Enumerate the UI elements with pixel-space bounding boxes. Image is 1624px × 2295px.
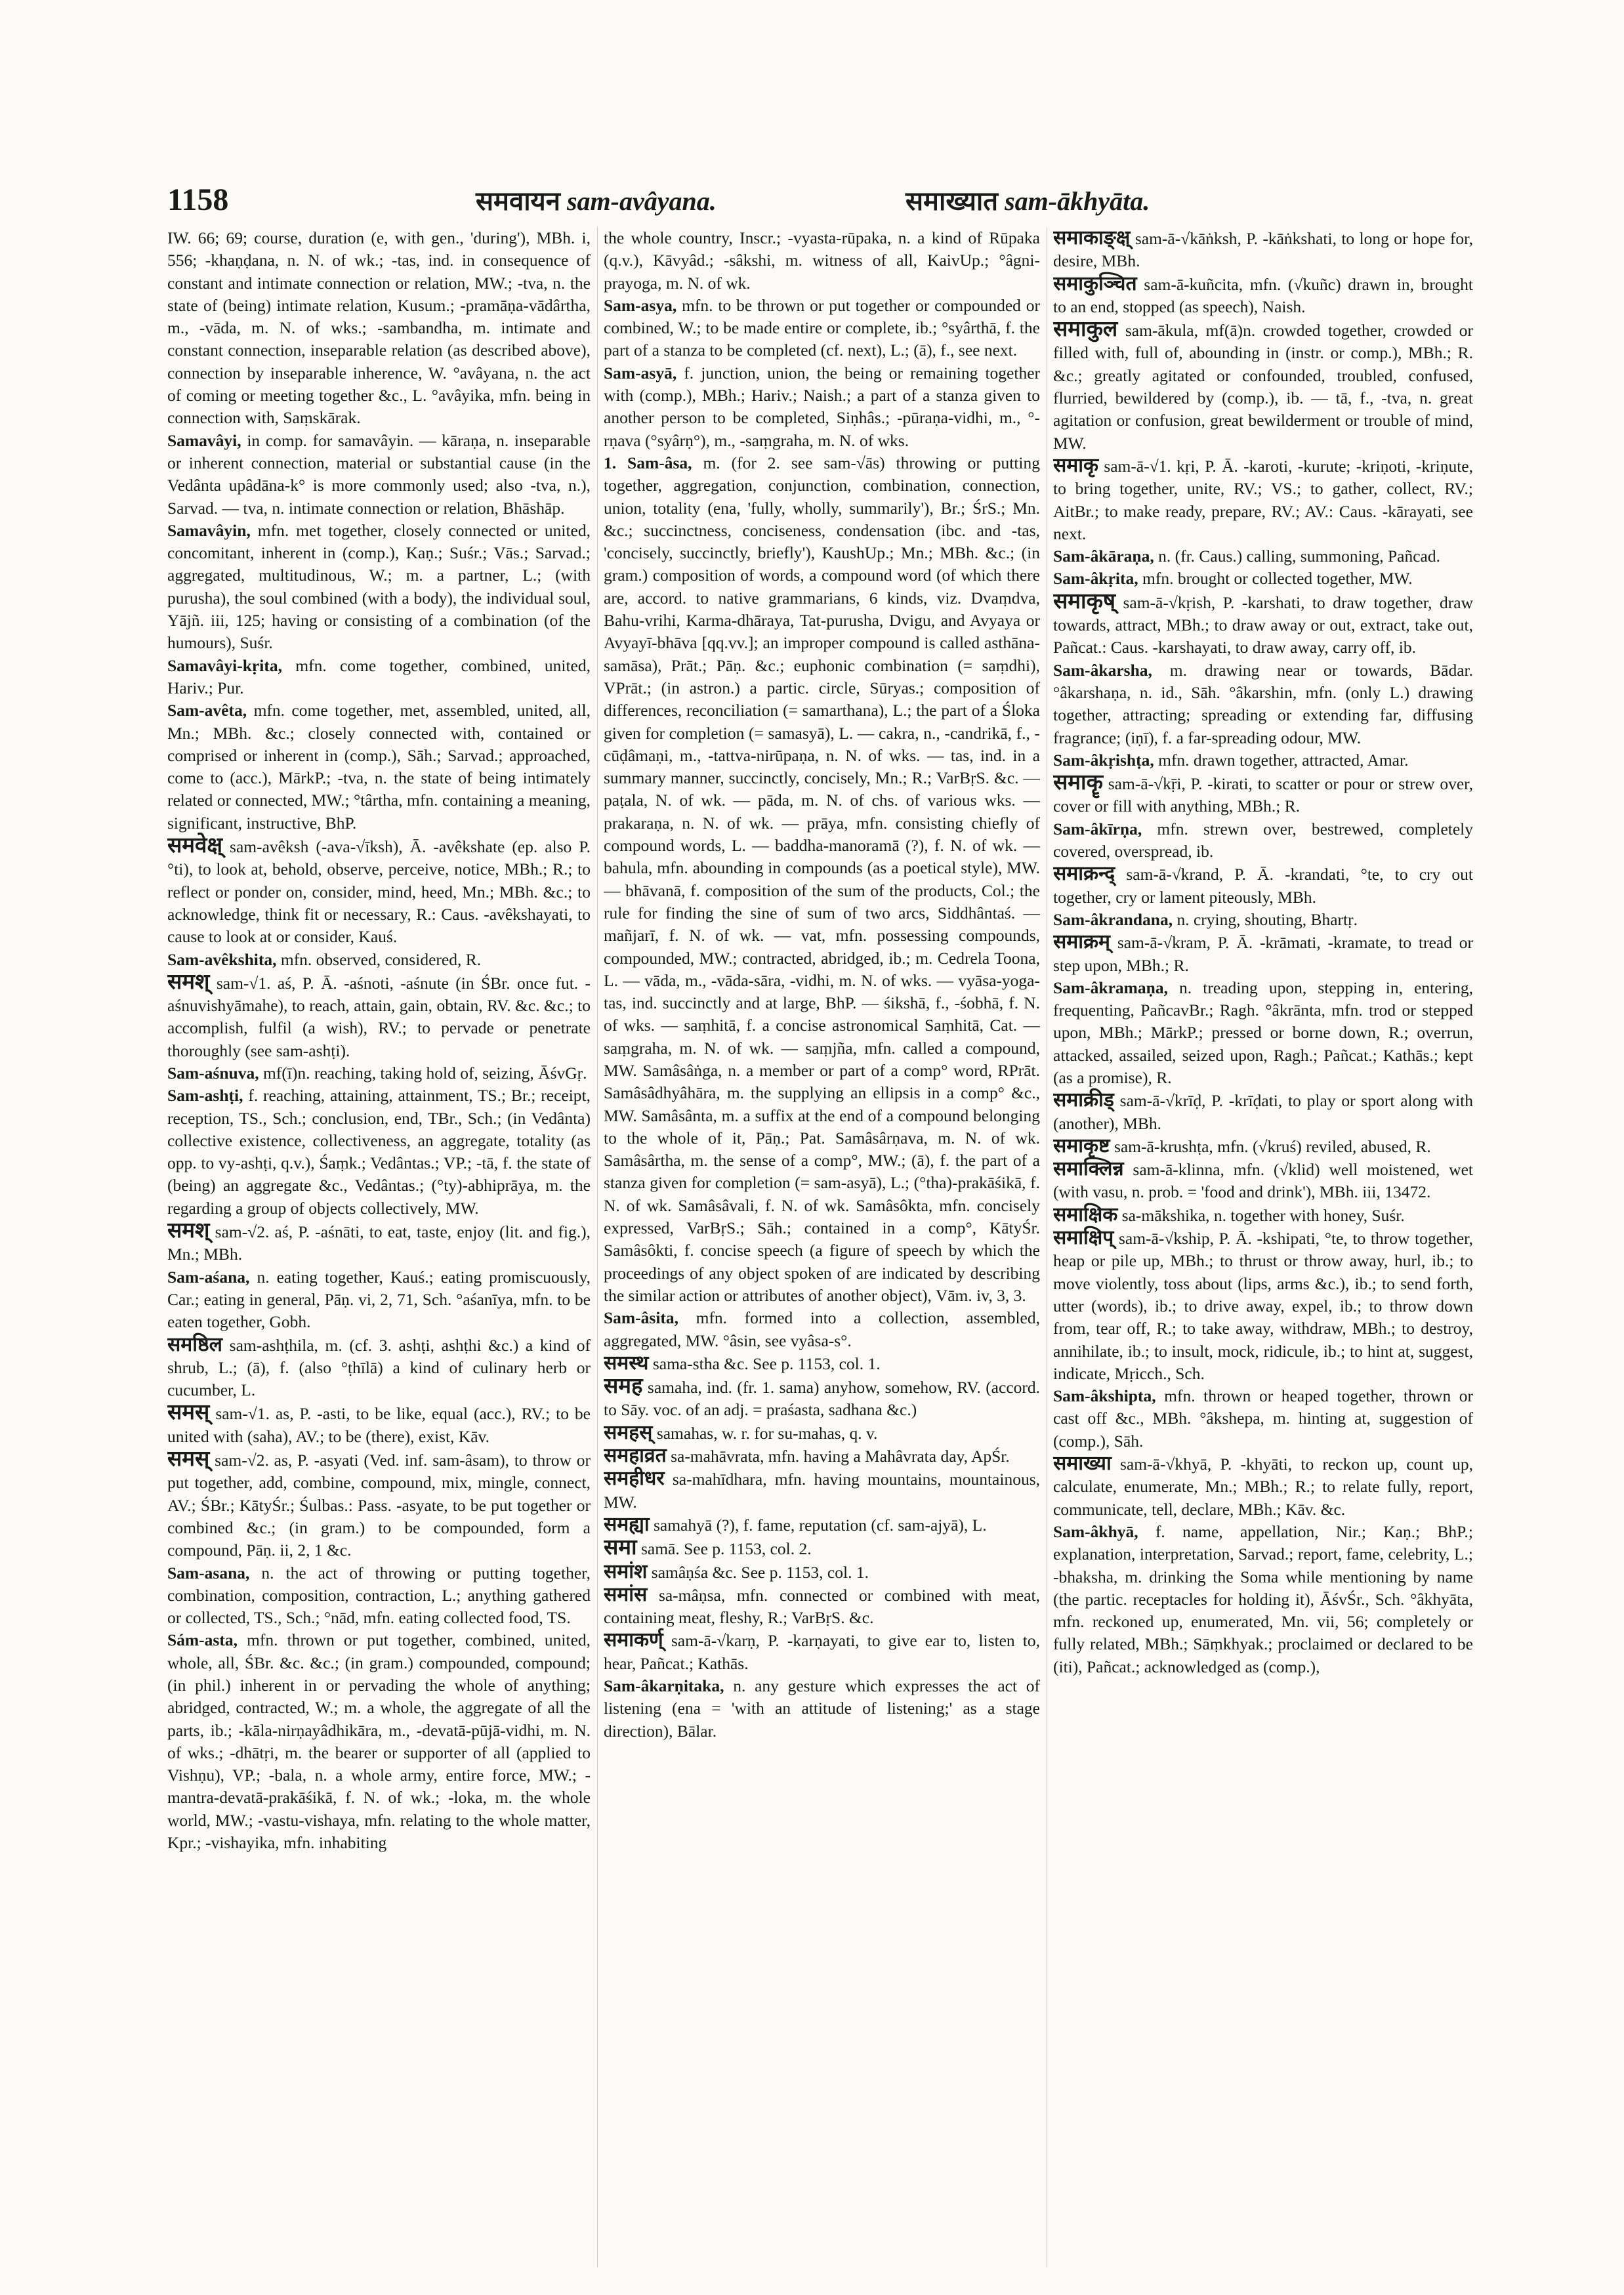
dictionary-entry [167, 1448, 591, 1561]
dictionary-entry [167, 1062, 591, 1085]
dictionary-entry [167, 699, 591, 835]
headword-devanagari: समस्थ [604, 1352, 649, 1374]
definition-text: sam-ā-√khyā, P. -khyāti, to reckon up, count up, calculate, enumerate, Mn.; MBh.; R.; to relate fully, report, communicate, tell, declare, MBh.; Kāv. &c. [1053, 1455, 1473, 1519]
definition-text: sam-√1. as, P. -asti, to be like, equal (acc.), RV.; to be united with (saha), AV.; to be (there), exist, Kāv. [167, 1404, 591, 1446]
dictionary-entry [1053, 749, 1473, 772]
definition-text: sam-ā-√kṛish, P. -karshati, to draw together, draw towards, attract, MBh.; to draw away or out, extract, take out, Pañcat.: Caus. -karshayati, to draw away, carry off, ib. [1053, 592, 1473, 657]
headword-devanagari: समहीधर [604, 1468, 665, 1490]
headword: Sam-âkāraṇa, [1053, 547, 1154, 566]
headword-devanagari: समाकाङ्क्ष् [1053, 227, 1131, 249]
headword-devanagari: समाकृष्ट [1053, 1134, 1110, 1157]
definition-text: sam-ā-klinna, mfn. (√klid) well moistened, wet (with vasu, n. prob. = 'food and drink'), MBh. iii, 13472. [1053, 1160, 1473, 1202]
headword: Sam-âkṛishṭa, [1053, 750, 1154, 770]
dictionary-entry [604, 1307, 1040, 1352]
definition-text: samahyā (?), f. fame, reputation (cf. sam-ajyā), L. [653, 1515, 987, 1535]
definition-text: mfn. to be thrown or put together or compounded or combined, W.; to be made entire or complete, ib.; °syârthā, f. the part of a stanza to be completed (cf. next), L.; (ā), f., see next. [604, 295, 1040, 360]
headword-devanagari: समाक्रीड् [1053, 1089, 1114, 1111]
page-number: 1158 [167, 182, 229, 217]
definition-text: n. (fr. Caus.) calling, summoning, Pañcad. [1158, 547, 1440, 566]
definition-text: samâṇśa &c. See p. 1153, col. 1. [651, 1562, 869, 1582]
definition-text: sam-ā-√kāṅksh, P. -kāṅkshati, to long or hope for, desire, MBh. [1053, 229, 1473, 271]
headword: Sam-asyā, [604, 363, 677, 382]
definition-text: mfn. thrown or heaped together, thrown or cast off &c., MBh. °âkshepa, m. hinting at, suggestion of (comp.), Sāh. [1053, 1386, 1473, 1451]
definition-text: sam-√1. aś, P. Ā. -aśnoti, -aśnute (in ŚBr. once fut. -aśnuvishyāmahe), to reach, attain, gain, obtain, RV. &c. &c.; to accomplish, fulfil (a wish), RV.; to pervade or penetrate thoroughly (see sam-ashṭi). [167, 973, 591, 1060]
definition-text: sam-ā-√kṝi, P. -kirati, to scatter or pour or strew over, cover or fill with anything, MBh.; R. [1053, 774, 1473, 816]
dictionary-entry [1053, 568, 1473, 590]
definition-text: f. junction, union, the being or remaining together with (comp.), MBh.; Hariv.; Naish.; a part of a stanza given to another person to be completed, Siṇhâs.; -pūraṇa-vidhi, m., °-rṇava (°syârṇ°), m., -saṃgraha, m. N. of wks. [604, 363, 1040, 450]
headword-devanagari: समाक्षिक [1053, 1203, 1118, 1226]
headword-devanagari: समाकृ [1053, 454, 1099, 476]
dictionary-entry [604, 1584, 1040, 1630]
headword-devanagari: समह्या [604, 1513, 650, 1535]
dictionary-entry [1053, 545, 1473, 568]
definition-text: mfn. met together, closely connected or united, concomitant, inherent in (comp.), Kaṇ.; Suśr.; Vās.; Sarvad.; aggregated, multitudinous, W.; m. a partner, L.; (with purusha), the soul combined (with a body), the individual soul, Yājñ. iii, 125; having or consisting of a combination (of the humours), Suśr. [167, 520, 591, 653]
dictionary-entry [1053, 1453, 1473, 1521]
column-middle [604, 227, 1040, 2281]
left-running-head-transliteration: sam-avâyana. [566, 186, 717, 216]
dictionary-entry [167, 655, 591, 700]
headword-devanagari: समा [604, 1536, 637, 1560]
definition-text: IW. 66; 69; course, duration (e, with gen., 'during'), MBh. i, 556; -khaṇḍana, n. N. of wk.; -tas, ind. in consequence of constant and intimate connection or relation, MW.; -tva, n. the state of (being) intimate relation, Kusum.; -pramāṇa-vādârtha, m., -vāda, m. N. of wks.; -sambandha, m. intimate and constant connection, inseparable relation (as described above), connection by inseparable inherence, W. °avâyana, n. the act of coming or meeting together &c., L. °avâyika, mfn. being in connection with, Saṃskārak. [167, 228, 591, 428]
definition-text: sa-mākshika, n. together with honey, Suśr. [1121, 1205, 1405, 1225]
definition-text: sam-avêksh (-ava-√īksh), Ā. -avêkshate (ep. also P. °ti), to look at, behold, observe, perceive, notice, MBh.; R.; to reflect or ponder on, consider, mind, heed, Mn.; MBh. &c.; to acknowledge, think fit or necessary, R.: Caus. -avêkshayati, to cause to look at or consider, Kauś. [167, 837, 591, 947]
definition-text: sa-mahīdhara, mfn. having mountains, mountainous, MW. [604, 1470, 1040, 1512]
dictionary-entry [604, 362, 1040, 452]
dictionary-entry [167, 971, 591, 1062]
dictionary-entry [1053, 931, 1473, 977]
headword-devanagari: समाख्या [1053, 1453, 1112, 1475]
definition-text: sam-ā-√kship, P. Ā. -kshipati, °te, to throw together, heap or pile up, MBh.; to thrust or throw away, hurl, ib.; to move violently, toss about (lips, arms &c.), ib.; to send forth, utter (words), ib.; to drive away, expel, ib.; to throw down from, tear off, R.; to take away, withdraw, MBh.; to destroy, annihilate, ib.; to insult, mock, ridicule, ib.; to hint at, suggest, indicate, Mṛicch., Sch. [1053, 1229, 1473, 1383]
dictionary-entry [604, 1675, 1040, 1743]
definition-text: sam-√2. aś, P. -aśnāti, to eat, taste, enjoy (lit. and fig.), Mn.; MBh. [167, 1222, 591, 1264]
definition-text: mfn. thrown or put together, combined, united, whole, all, ŚBr. &c. &c.; (in gram.) compounded, compound; (in phil.) inherent in or pervading the whole of anything; abridged, contracted, W.; m. a whole, the aggregate of all the parts, ib.; -kāla-nirṇayâdhikāra, m., -devatā-pūjā-vidhi, m. N. of wks.; -dhātṛi, m. the bearer or supporter of all (applied to Vishṇu), VP.; -bala, n. a whole army, entire force, MW.; -mantra-devatā-prakāśikā, f. N. of wk.; -loka, m. the whole world, MW.; -vastu-vishaya, mfn. relating to the whole matter, Kpr.; -vishayika, mfn. inhabiting [167, 1630, 591, 1853]
definition-text: f. reaching, attaining, attainment, TS.; Br.; receipt, reception, TS., Sch.; conclusion, end, TBr., Sch.; (in Vedânta) collective existence, collectiveness, an aggregate, totality (as opp. to vy-ashṭi, q.v.), Śaṃk.; Vedântas.; VP.; -tā, f. the state of (being) an aggregate &c., Vedântas.; (°ty)-abhiprāya, m. the regarding a group of objects collectively, MW. [167, 1086, 591, 1218]
dictionary-entry [1053, 455, 1473, 545]
definition-text: f. name, appellation, Nir.; Kaṇ.; BhP.; explanation, interpretation, Sarvad.; report, fame, celebrity, L.; -bhaksha, m. drinking the Soma while mentioning by name (the partic. receptacles for holding it), ĀśvŚr., Sch. °âkhyāta, mfn. reckoned up, enumerated, Mn. vii, 56; completely or fully related, MBh.; Sāṃkhyak.; proclaimed or declared to be (iti), Pañcat.; acknowledged as (comp.), [1053, 1521, 1473, 1676]
headword: Sam-asana, [167, 1563, 250, 1582]
dictionary-entry [1053, 1158, 1473, 1204]
dictionary-entry [1053, 227, 1473, 273]
definition-text: sam-ā-√1. kṛi, P. Ā. -karoti, -kurute; -kriṇoti, -kriṇute, to bring together, unite, RV.; VS.; to gather, collect, RV.; AitBr.; to make ready, prepare, RV.; AV.: Caus. -kārayati, see next. [1053, 456, 1473, 543]
headword: Sam-ashṭi, [167, 1086, 243, 1106]
left-running-head [476, 182, 717, 218]
definition-text: sam-ā-√kram, P. Ā. -krāmati, -kramate, to tread or step upon, MBh.; R. [1053, 933, 1473, 975]
definition-text: samā. See p. 1153, col. 2. [640, 1539, 812, 1559]
definition-text: sam-ā-√krand, P. Ā. -krandati, °te, to cry out together, cry or lament piteously, MBh. [1053, 865, 1473, 907]
headword-devanagari: समष्ठिल [167, 1333, 222, 1355]
headword: Sam-âkhyā, [1053, 1521, 1138, 1541]
headword: Sám-asta, [167, 1630, 238, 1650]
dictionary-entry [604, 1629, 1040, 1675]
definition-text: sam-√2. as, P. -asyati (Ved. inf. sam-âsam), to throw or put together, add, combine, compound, mix, mingle, connect, AV.; ŚBr.; KātyŚr.; Śulbas.: Pass. -asyate, to be put together or combined &c.; (in gram.) to be compounded, form a compound, Pāṇ. ii, 2, 1 &c. [167, 1451, 591, 1560]
definition-text: sam-ā-krushṭa, mfn. (√kruś) reviled, abused, R. [1114, 1136, 1431, 1156]
headword-devanagari: समाकॄ [1053, 771, 1103, 795]
dictionary-entry [1053, 1089, 1473, 1135]
definition-text: n. any gesture which expresses the act of listening (ena = 'with an attitude of listening;' as a stage direction), Bālar. [604, 1676, 1040, 1741]
dictionary-entry [167, 1220, 591, 1266]
headword-devanagari: समाकृष् [1053, 589, 1116, 613]
headword-devanagari: समाक्लिन्न [1053, 1158, 1124, 1180]
headword-devanagari: समाकुञ्चित [1053, 272, 1137, 295]
headword: Sam-âkramaṇa, [1053, 978, 1168, 997]
dictionary-entry [167, 520, 591, 655]
definition-text: mf(ī)n. reaching, taking hold of, seizing, ĀśvGṛ. [262, 1063, 587, 1083]
headword: Sam-aśana, [167, 1267, 250, 1287]
right-running-head-transliteration: sam-ākhyāta. [1005, 186, 1150, 216]
headword-devanagari: समवेक्ष् [167, 834, 223, 858]
dictionary-entry [604, 1514, 1040, 1537]
definition-text: mfn. drawn together, attracted, Amar. [1158, 750, 1409, 770]
headword-devanagari: समाक्षिप् [1053, 1227, 1114, 1249]
definition-text: mfn. strewn over, bestrewed, completely covered, overspread, ib. [1053, 819, 1473, 861]
definition-text: mfn. observed, considered, R. [280, 949, 482, 969]
headword: Samavâyi-kṛita, [167, 655, 282, 675]
headword: Sam-âsita, [604, 1308, 679, 1328]
dictionary-entry [604, 227, 1040, 295]
dictionary-entry [604, 1445, 1040, 1468]
dictionary-entry [1053, 1227, 1473, 1385]
headword: 1. Sam-âsa, [604, 453, 692, 472]
dictionary-entry [1053, 818, 1473, 863]
dictionary-entry [167, 1401, 591, 1448]
definition-text: sam-ā-kuñcita, mfn. (√kuñc) drawn in, brought to an end, stopped (as speech), Naish. [1053, 274, 1473, 316]
dictionary-entry [167, 1085, 591, 1220]
definition-text: sam-ā-√krīḍ, P. -krīḍati, to play or sport along with (another), MBh. [1053, 1091, 1473, 1133]
left-running-head-devanagari: समवायन [476, 186, 560, 216]
dictionary-entry [167, 949, 591, 971]
dictionary-entry [167, 835, 591, 948]
definition-text: n. eating together, Kauś.; eating promiscuously, Car.; eating in general, Pāṇ. vi, 2, 71, Sch. °aśanīya, mfn. to be eaten together, Gobh. [167, 1267, 591, 1332]
headword-devanagari: समस् [167, 1401, 210, 1425]
dictionary-entry [167, 227, 591, 430]
definition-text: sama-stha &c. See p. 1153, col. 1. [652, 1354, 881, 1373]
headword: Sam-âkarsha, [1053, 660, 1152, 680]
headword-devanagari: समहस् [604, 1421, 653, 1443]
headword: Sam-âkshipta, [1053, 1386, 1156, 1406]
headword-devanagari: समहाव्रत [604, 1445, 667, 1467]
right-running-head-devanagari: समाख्यात [906, 186, 999, 216]
dictionary-entry [1053, 1204, 1473, 1227]
dictionary-entry [167, 1562, 591, 1630]
headword-devanagari: समाक्रन्द् [1053, 863, 1115, 885]
dictionary-entry [604, 452, 1040, 1307]
dictionary-entry [167, 1629, 591, 1854]
headword-devanagari: समश् [167, 1219, 210, 1243]
definition-text: m. (for 2. see sam-√ās) throwing or putting together, aggregation, conjunction, combination, connection, union, totality (ena, 'fully, wholly, summarily'), Br.; ŚrS.; Mn. &c.; succinctness, conciseness, condensation (ibc. and -tas, 'concisely, succinctly, briefly'), KaushUp.; Mn.; MBh. &c.; (in gram.) composition of words, a compound word (of which there are, accord. to native grammarians, 6 kinds, viz. Dvaṃdva, Bahu-vrihi, Karma-dhāraya, Tat-purusha, Dvigu, and Avyaya or Avyayī-bhāva [qq.vv.]; an improper compound is called asthāna-samāsa), Prāt.; Pāṇ. &c.; euphonic combination (= saṃdhi), VPrāt.; (in astron.) a partic. circle, Sūryas.; composition of differences, reconciliation (= samarthana), L.; the part of a Śloka given for completion (= samasyā), L. — cakra, n., -candrikā, f., -cūḍâmaṇi, m., -tattva-nirūpaṇa, n. N. of wks. — tas, ind. in a summary manner, succinctly, concisely, Mn.; R.; VarBṛS. &c. — paṭala, N. of wk. — pāda, m. N. of chs. of various wks. — prakaraṇa, n. N. of wk. — prāya, mfn. consisting chiefly of compound words, L. — baddha-manoramā (?), f. N. of wk. — bahula, mfn. abounding in compounds (as a poetical style), MW. — bhāvanā, f. composition of the sum of the products, Col.; the rule for finding the sine of sum of two arcs, Siddhântaś. — mañjarī, f. N. of wk. — vat, mfn. possessing compounds, compounded, MW.; contracted, abridged, ib.; m. Cedrela Toona, L. — vāda, m., -vāda-sāra, -vidhi, m. N. of wks. — vyāsa-yoga-tas, ind. succinctly and at large, BhP. — śikshā, f., -śobhā, f. N. of wks. — saṃhitā, f. a concise astronomical Saṃhitā, Cat. — saṃgraha, m. N. of wk. — saṃjña, mfn. called a compound, MW. Samâsâṅga, n. a member or part of a comp° word, RPrāt. Samâsâdhyâhāra, m. the supplying an ellipsis in a comp° &c., MW. Samâsânta, m. a suffix at the end of a compound belonging to the whole of it, Pāṇ.; Pat. Samâsârṇava, m. N. of wk. Samâsârtha, m. the sense of a comp°, MW.; (ā), f. the part of a stanza given for completion (= sam-asyā), L.; (°tha)-prakāśikā, f. N. of wk. Samâsâvali, f. N. of wk. Samâsôkta, mfn. concisely expressed, VarBṛS.; Sāh.; contained in a comp°, KātyŚr. Samâsôkti, f. concise speech (a figure of speech by which the proceedings of any object spoken of are indicated by describing the similar action or attributes of another object), Vām. iv, 3, 3. [604, 453, 1040, 1305]
column-divider [597, 227, 598, 2267]
headword-devanagari: समांश [604, 1560, 648, 1582]
headword: Sam-âkīrṇa, [1053, 819, 1142, 838]
dictionary-entry [1053, 1135, 1473, 1158]
headword: Sam-asya, [604, 295, 677, 315]
dictionary-entry [1053, 772, 1473, 818]
definition-text: samaha, ind. (fr. 1. sama) anyhow, somehow, RV. (accord. to Sāy. voc. of an adj. = praśasta, sadhana &c.) [604, 1378, 1040, 1420]
dictionary-entry [1053, 977, 1473, 1089]
definition-text: m. drawing near or towards, Bādar. °âkarshaṇa, n. id., Sāh. °âkarshin, mfn. (only L.) drawing together, attracting; spreading or extending far, diffusing fragrance; (iṇī), f. a far-spreading odour, MW. [1053, 660, 1473, 747]
headword: Sam-âkrandana, [1053, 909, 1173, 929]
definition-text: sam-ashṭhila, m. (cf. 3. ashṭi, ashṭhi &c.) a kind of shrub, L.; (ā), f. (also °ṭhīlā) a kind of culinary herb or cucumber, L. [167, 1335, 591, 1400]
definition-text: n. the act of throwing or putting together, combination, composition, contraction, L.; anything gathered or collected, TS., Sch.; °nād, mfn. eating collected food, TS. [167, 1563, 591, 1628]
headword: Samavâyin, [167, 520, 251, 540]
dictionary-entry [604, 1537, 1040, 1560]
headword-devanagari: समाकुल [1053, 318, 1118, 342]
dictionary-entry [1053, 318, 1473, 455]
headword-devanagari: समश् [167, 970, 210, 994]
headword: Sam-aśnuva, [167, 1063, 259, 1083]
dictionary-entry [167, 430, 591, 520]
headword: Sam-âkarṇitaka, [604, 1676, 724, 1695]
definition-text: in comp. for samavâyin. — kāraṇa, n. inseparable or inherent connection, material or substantial cause (in the Vedânta upâdāna-k° is more commonly used; also -tva, n.), Sarvad. — tva, n. intimate connection or relation, Bhāshāp. [167, 430, 591, 518]
headword: Samavâyi, [167, 430, 241, 450]
definition-text: sam-ā-√karṇ, P. -karṇayati, to give ear to, listen to, hear, Pañcat.; Kathās. [604, 1631, 1040, 1673]
definition-text: sa-mahāvrata, mfn. having a Mahâvrata day, ApŚr. [671, 1447, 1010, 1466]
right-running-head [906, 182, 1150, 218]
dictionary-entry [1053, 273, 1473, 319]
definition-text: sa-mâṇsa, mfn. connected or combined with meat, containing meat, fleshy, R.; VarBṛS. &c. [604, 1585, 1040, 1628]
dictionary-entry [604, 1561, 1040, 1584]
column-right [1053, 227, 1473, 2281]
dictionary-entry [1053, 909, 1473, 931]
definition-text: sam-ākula, mf(ā)n. crowded together, crowded or filled with, full of, abounding in (instr. or comp.), MBh.; R. &c.; greatly agitated or confounded, troubled, confused, flurried, bewildered by (comp.), ib. — tā, f., -tva, n. great agitation or confusion, great bewilderment or trouble of mind, MW. [1053, 321, 1473, 453]
headword-devanagari: समाकर्ण् [604, 1629, 663, 1651]
dictionary-entry [1053, 659, 1473, 749]
dictionary-entry [1053, 1385, 1473, 1453]
definition-text: mfn. formed into a collection, assembled, aggregated, MW. °âsin, see vyâsa-s°. [604, 1308, 1040, 1350]
dictionary-entry [167, 1266, 591, 1334]
dictionary-entry [604, 1375, 1040, 1422]
dictionary-entry [1053, 590, 1473, 659]
definition-text: n. treading upon, stepping in, entering, frequenting, PañcavBr.; Ragh. °âkrānta, mfn. trod or stepped upon, MBh.; MārkP.; pressed or borne down, R.; overrun, attacked, assailed, seized upon, Ragh.; Pañcat.; Kathās.; kept (as a promise), R. [1053, 978, 1473, 1087]
headword-devanagari: समह [604, 1375, 643, 1399]
dictionary-entry [1053, 863, 1473, 909]
headword: Sam-avêta, [167, 701, 247, 720]
definition-text: the whole country, Inscr.; -vyasta-rūpaka, n. a kind of Rūpaka (q.v.), Kāvyâd.; -sâkshi, m. witness of all, KaivUp.; °âgni-prayoga, m. N. of wk. [604, 228, 1040, 293]
headword: Sam-âkṛita, [1053, 569, 1138, 589]
dictionary-entry [604, 1468, 1040, 1514]
dictionary-entry [167, 1334, 591, 1402]
headword-devanagari: समाक्रम् [1053, 931, 1110, 953]
dictionary-entry [1053, 1521, 1473, 1678]
definition-text: samahas, w. r. for su-mahas, q. v. [656, 1423, 878, 1443]
dictionary-entry [604, 295, 1040, 362]
headword-devanagari: समस् [167, 1447, 210, 1472]
definition-text: mfn. come together, met, assembled, united, all, Mn.; MBh. &c.; closely connected with, contained or comprised or inherent in (comp.), Sāh.; Sarvad.; approached, come to (acc.), MārkP.; -tva, n. the state of being intimately related or connected, MW.; °târtha, mfn. containing a meaning, significant, instructive, BhP. [167, 701, 591, 833]
dictionary-entry [604, 1352, 1040, 1375]
page-header [167, 176, 1453, 218]
headword-devanagari: समांस [604, 1583, 648, 1605]
headword: Sam-avêkshita, [167, 949, 277, 969]
definition-text: mfn. come together, combined, united, Hariv.; Pur. [167, 655, 591, 697]
column-left [167, 227, 591, 2281]
dictionary-entry [604, 1422, 1040, 1445]
definition-text: mfn. brought or collected together, MW. [1142, 569, 1413, 589]
definition-text: n. crying, shouting, Bhartṛ. [1176, 909, 1358, 929]
